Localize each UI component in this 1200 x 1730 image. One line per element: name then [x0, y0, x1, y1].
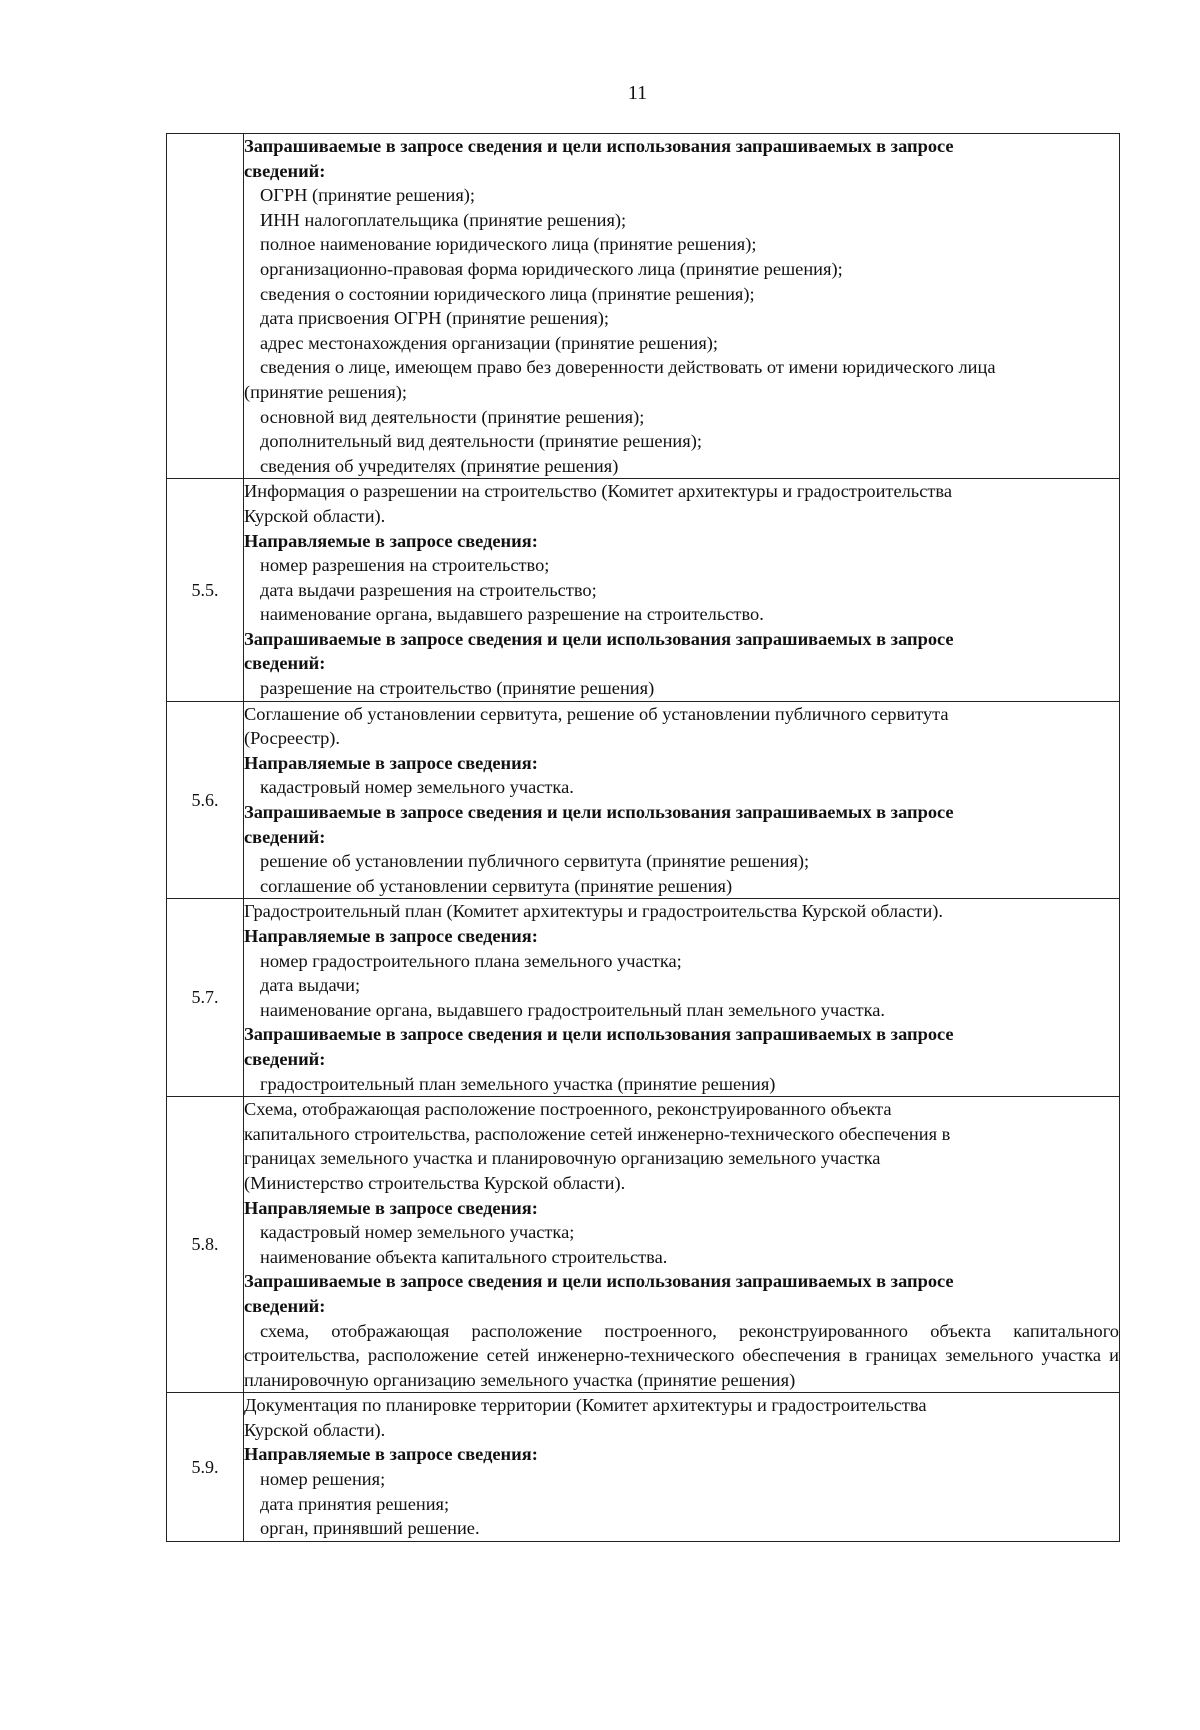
text-line: номер градостроительного плана земельного участка;	[260, 950, 682, 971]
text-line: номер решения;	[260, 1469, 386, 1490]
text-line: Соглашение об установлении сервитута, решение об установлении публичного сервитута	[244, 703, 949, 724]
text-line: Курской области).	[244, 505, 386, 526]
text-line: орган, принявший решение.	[260, 1518, 480, 1539]
text-line: адрес местонахождения организации (принятие решения);	[260, 332, 719, 353]
section-heading: Направляемые в запросе сведения:	[244, 1444, 538, 1465]
table-row	[167, 134, 1120, 479]
section-heading: Направляемые в запросе сведения:	[244, 530, 538, 551]
text-line: Документация по планировке территории (Комитет архитектуры и градостроительства	[244, 1395, 927, 1416]
item-content	[244, 899, 1120, 1097]
text-line: сведения о состоянии юридического лица (принятие решения);	[260, 283, 755, 304]
text-line: дата принятия решения;	[260, 1493, 450, 1514]
text-line: ОГРН (принятие решения);	[260, 185, 476, 206]
item-number: 5.8.	[167, 1097, 244, 1393]
item-number	[167, 134, 244, 479]
text-line: кадастровый номер земельного участка;	[260, 1222, 575, 1243]
item-content	[244, 479, 1120, 701]
text-line: сведения об учредителях (принятие решения)	[260, 455, 619, 476]
section-heading: сведений:	[244, 1048, 326, 1069]
text-line: Схема, отображающая расположение построенного, реконструированного объекта	[244, 1099, 892, 1120]
text-line: Градостроительный план (Комитет архитектуры и градостроительства Курской области).	[244, 901, 944, 922]
text-line: наименование объекта капитального строительства.	[260, 1246, 668, 1267]
table-row	[167, 1393, 1120, 1542]
section-heading: сведений:	[244, 826, 326, 847]
text-line: Курской области).	[244, 1419, 386, 1440]
table-row	[167, 899, 1120, 1097]
section-heading: Запрашиваемые в запросе сведения и цели использования запрашиваемых в запросе	[244, 1271, 954, 1292]
text-line: дата выдачи разрешения на строительство;	[260, 579, 597, 600]
section-heading: Направляемые в запросе сведения:	[244, 1197, 538, 1218]
text-line: (Министерство строительства Курской области).	[244, 1172, 626, 1193]
text-line: соглашение об установлении сервитута (принятие решения)	[260, 875, 733, 896]
text-line: разрешение на строительство (принятие решения)	[260, 678, 655, 699]
text-line: ИНН налогоплательщика (принятие решения);	[260, 209, 627, 230]
item-content	[244, 134, 1120, 479]
text-line: Информация о разрешении на строительство (Комитет архитектуры и градостроительства	[244, 481, 952, 502]
text-line: дополнительный вид деятельности (принятие решения);	[260, 431, 702, 452]
text-line: границах земельного участка и планировочную организацию земельного участка	[244, 1148, 881, 1169]
table-row	[167, 701, 1120, 899]
section-heading: Направляемые в запросе сведения:	[244, 752, 538, 773]
text-line: полное наименование юридического лица (принятие решения);	[260, 234, 757, 255]
text-line: наименование органа, выдавшего разрешение на строительство.	[260, 604, 764, 625]
section-heading: Запрашиваемые в запросе сведения и цели использования запрашиваемых в запросе	[244, 628, 954, 649]
text-line: (принятие решения);	[244, 381, 408, 402]
text-line: номер разрешения на строительство;	[260, 555, 550, 576]
text-paragraph: схема, отображающая расположение построенного, реконструированного объекта капитального строительства, расположение сетей инженерно-технического обеспечения в границах земельного участка и планировочную организацию земельного участка (принятие решения)	[244, 1320, 1119, 1390]
section-heading: сведений:	[244, 160, 326, 181]
section-heading: Запрашиваемые в запросе сведения и цели использования запрашиваемых в запросе	[244, 136, 954, 156]
item-content	[244, 1097, 1120, 1393]
text-line: сведения о лице, имеющем право без доверенности действовать от имени юридического лица	[260, 357, 996, 378]
table-row	[167, 1097, 1120, 1393]
item-number: 5.7.	[167, 899, 244, 1097]
item-content	[244, 701, 1120, 899]
item-number: 5.9.	[167, 1393, 244, 1542]
item-number: 5.6.	[167, 701, 244, 899]
item-number: 5.5.	[167, 479, 244, 701]
text-line: основной вид деятельности (принятие решения);	[260, 406, 645, 427]
section-heading: Запрашиваемые в запросе сведения и цели использования запрашиваемых в запросе	[244, 1024, 954, 1045]
text-line: наименование органа, выдавшего градостроительный план земельного участка.	[260, 999, 885, 1020]
text-line: градостроительный план земельного участка (принятие решения)	[260, 1073, 776, 1094]
text-line: дата присвоения ОГРН (принятие решения);	[260, 308, 610, 329]
text-line: (Росреестр).	[244, 728, 341, 749]
page-number: 11	[627, 82, 648, 104]
item-content	[244, 1393, 1120, 1542]
table-row	[167, 479, 1120, 701]
text-line: решение об установлении публичного сервитута (принятие решения);	[260, 851, 810, 872]
text-line: дата выдачи;	[260, 975, 361, 996]
requests-table	[166, 133, 1120, 1542]
section-heading: сведений:	[244, 653, 326, 674]
text-line: капитального строительства, расположение сетей инженерно-технического обеспечения в	[244, 1123, 951, 1144]
section-heading: Запрашиваемые в запросе сведения и цели использования запрашиваемых в запросе	[244, 802, 954, 823]
section-heading: Направляемые в запросе сведения:	[244, 926, 538, 946]
section-heading: сведений:	[244, 1295, 326, 1316]
text-line: организационно-правовая форма юридического лица (принятие решения);	[260, 258, 843, 279]
text-line: кадастровый номер земельного участка.	[260, 777, 574, 798]
